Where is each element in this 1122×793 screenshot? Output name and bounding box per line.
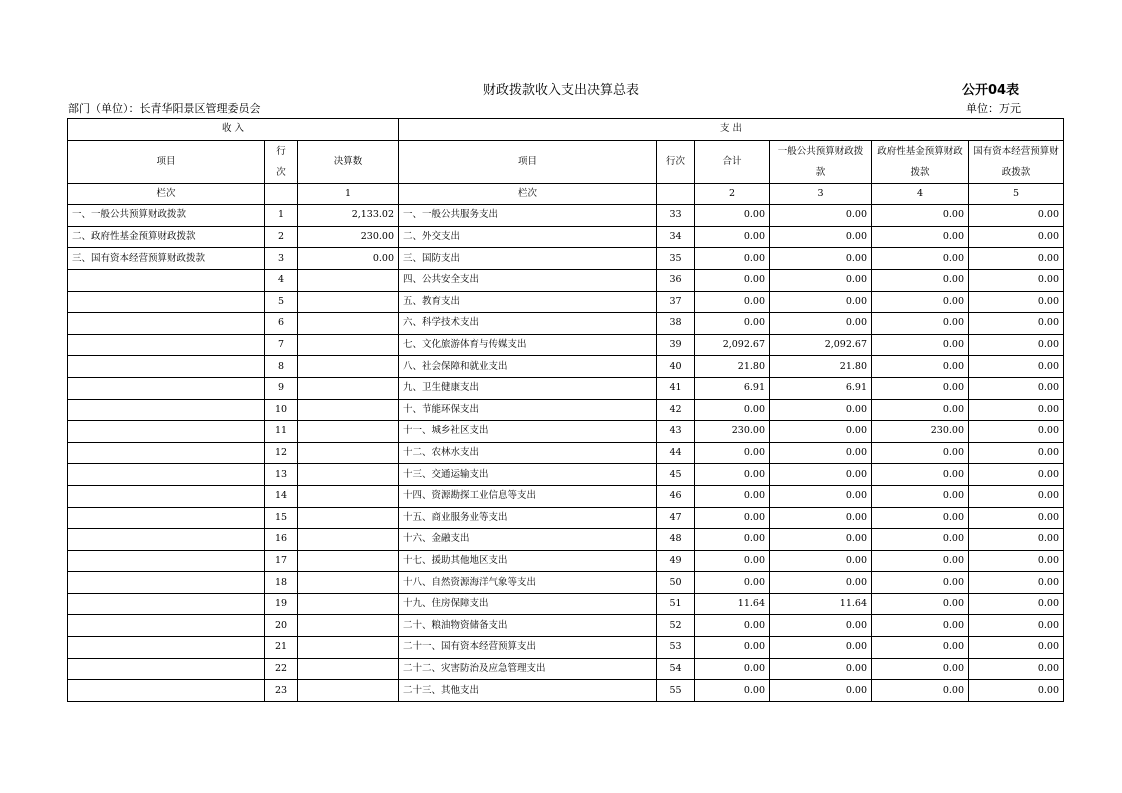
income-row-number: 16	[265, 529, 298, 551]
income-row-number: 17	[265, 550, 298, 572]
expense-row-number: 42	[657, 399, 695, 421]
fund-budget-amount: 0.00	[872, 550, 969, 572]
state-capital-amount: 0.00	[969, 421, 1064, 443]
income-amount	[298, 377, 399, 399]
income-row-number: 14	[265, 485, 298, 507]
state-capital-amount: 0.00	[969, 550, 1064, 572]
income-amount	[298, 442, 399, 464]
total-amount: 0.00	[695, 464, 770, 486]
total-amount: 0.00	[695, 507, 770, 529]
income-row-number: 9	[265, 377, 298, 399]
income-amount: 2,133.02	[298, 205, 399, 227]
expense-item: 十一、城乡社区支出	[399, 421, 657, 443]
fund-budget-amount: 0.00	[872, 356, 969, 378]
general-budget-amount: 0.00	[770, 291, 872, 313]
income-amount	[298, 356, 399, 378]
expense-item: 二十三、其他支出	[399, 680, 657, 702]
general-budget-amount: 0.00	[770, 248, 872, 270]
total-amount: 0.00	[695, 399, 770, 421]
income-amount	[298, 637, 399, 659]
expense-row-number: 38	[657, 313, 695, 335]
table-row	[68, 593, 1064, 615]
expense-item: 十五、商业服务业等支出	[399, 507, 657, 529]
general-budget-header: 一般公共预算财政拨款	[770, 140, 872, 183]
fund-budget-amount: 0.00	[872, 680, 969, 702]
income-lanci: 栏次	[68, 183, 265, 205]
index-general: 3	[770, 183, 872, 205]
table-row	[68, 226, 1064, 248]
expense-row-number: 52	[657, 615, 695, 637]
fiscal-summary-table	[67, 118, 1064, 702]
table-row	[68, 485, 1064, 507]
index-total: 2	[695, 183, 770, 205]
expense-row-number: 37	[657, 291, 695, 313]
expense-item: 二十二、灾害防治及应急管理支出	[399, 658, 657, 680]
income-row-number: 21	[265, 637, 298, 659]
table-row	[68, 248, 1064, 270]
income-item	[68, 507, 265, 529]
expense-row-number: 33	[657, 205, 695, 227]
income-row-number: 18	[265, 572, 298, 594]
income-item	[68, 485, 265, 507]
expense-item-header: 项目	[399, 140, 657, 183]
income-item	[68, 529, 265, 551]
total-amount: 0.00	[695, 550, 770, 572]
income-row-number: 1	[265, 205, 298, 227]
total-amount: 0.00	[695, 248, 770, 270]
fund-budget-header: 政府性基金预算财政拨款	[872, 140, 969, 183]
income-item	[68, 377, 265, 399]
expense-rowno-header: 行次	[657, 140, 695, 183]
expense-row-number: 47	[657, 507, 695, 529]
income-item	[68, 572, 265, 594]
expense-row-number: 34	[657, 226, 695, 248]
state-capital-amount: 0.00	[969, 356, 1064, 378]
income-row-number: 2	[265, 226, 298, 248]
total-amount: 0.00	[695, 637, 770, 659]
general-budget-amount: 0.00	[770, 205, 872, 227]
fund-budget-amount: 0.00	[872, 572, 969, 594]
income-row-number: 22	[265, 658, 298, 680]
total-amount: 21.80	[695, 356, 770, 378]
income-item	[68, 658, 265, 680]
income-item	[68, 313, 265, 335]
table-row	[68, 464, 1064, 486]
income-item: 一、一般公共预算财政拨款	[68, 205, 265, 227]
total-amount: 6.91	[695, 377, 770, 399]
expense-item: 八、社会保障和就业支出	[399, 356, 657, 378]
total-amount: 0.00	[695, 205, 770, 227]
fund-budget-amount: 0.00	[872, 377, 969, 399]
state-capital-amount: 0.00	[969, 529, 1064, 551]
fund-budget-amount: 0.00	[872, 248, 969, 270]
general-budget-amount: 0.00	[770, 507, 872, 529]
fund-budget-amount: 0.00	[872, 529, 969, 551]
income-amount	[298, 593, 399, 615]
index-state: 5	[969, 183, 1064, 205]
expense-item: 十四、资源勘探工业信息等支出	[399, 485, 657, 507]
fund-budget-amount: 0.00	[872, 313, 969, 335]
state-capital-amount: 0.00	[969, 226, 1064, 248]
page-title: 财政拨款收入支出决算总表	[482, 83, 639, 98]
general-budget-amount: 0.00	[770, 637, 872, 659]
income-group-header: 收 入	[68, 119, 399, 141]
general-budget-amount: 0.00	[770, 464, 872, 486]
expense-item: 二十一、国有资本经营预算支出	[399, 637, 657, 659]
table-row	[68, 680, 1064, 702]
total-amount: 0.00	[695, 269, 770, 291]
general-budget-amount: 2,092.67	[770, 334, 872, 356]
general-budget-amount: 0.00	[770, 421, 872, 443]
expense-row-number: 39	[657, 334, 695, 356]
income-amount	[298, 615, 399, 637]
income-amount	[298, 464, 399, 486]
income-item: 二、政府性基金预算财政拨款	[68, 226, 265, 248]
income-row-number: 6	[265, 313, 298, 335]
fund-budget-amount: 0.00	[872, 507, 969, 529]
total-amount: 0.00	[695, 485, 770, 507]
income-row-number: 10	[265, 399, 298, 421]
state-capital-amount: 0.00	[969, 248, 1064, 270]
state-capital-amount: 0.00	[969, 637, 1064, 659]
general-budget-amount: 0.00	[770, 485, 872, 507]
expense-item: 二十、粮油物资储备支出	[399, 615, 657, 637]
fund-budget-amount: 0.00	[872, 334, 969, 356]
income-amount	[298, 399, 399, 421]
income-row-number: 12	[265, 442, 298, 464]
expense-row-number: 35	[657, 248, 695, 270]
expense-item: 九、卫生健康支出	[399, 377, 657, 399]
expense-item: 一、一般公共服务支出	[399, 205, 657, 227]
income-item	[68, 593, 265, 615]
total-amount: 0.00	[695, 529, 770, 551]
income-amount	[298, 334, 399, 356]
general-budget-amount: 0.00	[770, 442, 872, 464]
fund-budget-amount: 0.00	[872, 464, 969, 486]
income-amount	[298, 269, 399, 291]
income-row-number: 4	[265, 269, 298, 291]
general-budget-amount: 0.00	[770, 313, 872, 335]
general-budget-amount: 0.00	[770, 269, 872, 291]
income-row-number: 15	[265, 507, 298, 529]
income-item	[68, 421, 265, 443]
state-capital-amount: 0.00	[969, 507, 1064, 529]
general-budget-amount: 0.00	[770, 529, 872, 551]
state-capital-amount: 0.00	[969, 399, 1064, 421]
index-final: 1	[298, 183, 399, 205]
income-amount	[298, 572, 399, 594]
income-row-number: 13	[265, 464, 298, 486]
income-row-number: 3	[265, 248, 298, 270]
income-item	[68, 680, 265, 702]
expense-group-header: 支 出	[399, 119, 1064, 141]
income-item	[68, 464, 265, 486]
expense-item: 十九、住房保障支出	[399, 593, 657, 615]
income-amount	[298, 550, 399, 572]
table-row	[68, 529, 1064, 551]
expense-row-number: 51	[657, 593, 695, 615]
income-item-header: 项目	[68, 140, 265, 183]
column-header-row	[68, 140, 1064, 183]
income-row-number: 20	[265, 615, 298, 637]
income-item: 三、国有资本经营预算财政拨款	[68, 248, 265, 270]
income-item	[68, 334, 265, 356]
income-item	[68, 615, 265, 637]
expense-row-number: 55	[657, 680, 695, 702]
table-row	[68, 377, 1064, 399]
income-amount: 0.00	[298, 248, 399, 270]
expense-row-number: 40	[657, 356, 695, 378]
fund-budget-amount: 230.00	[872, 421, 969, 443]
fund-budget-amount: 0.00	[872, 269, 969, 291]
total-amount: 0.00	[695, 658, 770, 680]
income-amount	[298, 421, 399, 443]
income-row-number: 19	[265, 593, 298, 615]
total-amount: 2,092.67	[695, 334, 770, 356]
fund-budget-amount: 0.00	[872, 615, 969, 637]
general-budget-amount: 0.00	[770, 658, 872, 680]
document-number: 公开04表	[962, 83, 1020, 98]
income-item	[68, 442, 265, 464]
expense-row-number: 41	[657, 377, 695, 399]
general-budget-amount: 0.00	[770, 572, 872, 594]
table-row	[68, 421, 1064, 443]
state-capital-amount: 0.00	[969, 334, 1064, 356]
table-row	[68, 572, 1064, 594]
state-capital-amount: 0.00	[969, 442, 1064, 464]
table-row	[68, 356, 1064, 378]
expense-row-number: 45	[657, 464, 695, 486]
income-row-number: 7	[265, 334, 298, 356]
expense-item: 十三、交通运输支出	[399, 464, 657, 486]
table-row	[68, 313, 1064, 335]
state-capital-amount: 0.00	[969, 615, 1064, 637]
income-amount	[298, 529, 399, 551]
table-row	[68, 205, 1064, 227]
income-amount	[298, 313, 399, 335]
income-row-number: 5	[265, 291, 298, 313]
total-amount: 11.64	[695, 593, 770, 615]
general-budget-amount: 0.00	[770, 680, 872, 702]
unit-label: 单位：万元	[966, 102, 1021, 115]
general-budget-amount: 6.91	[770, 377, 872, 399]
expense-lanci: 栏次	[399, 183, 657, 205]
department-label: 部门（单位）：长青华阳景区管理委员会	[68, 102, 261, 115]
expense-row-number: 49	[657, 550, 695, 572]
income-row-number: 8	[265, 356, 298, 378]
state-capital-amount: 0.00	[969, 269, 1064, 291]
table-row	[68, 507, 1064, 529]
state-capital-amount: 0.00	[969, 572, 1064, 594]
total-amount: 0.00	[695, 680, 770, 702]
state-capital-amount: 0.00	[969, 291, 1064, 313]
table-row	[68, 442, 1064, 464]
final-amount-header: 决算数	[298, 140, 399, 183]
income-amount	[298, 680, 399, 702]
table-row	[68, 658, 1064, 680]
income-item	[68, 291, 265, 313]
table-row	[68, 399, 1064, 421]
income-item	[68, 269, 265, 291]
expense-row-number: 43	[657, 421, 695, 443]
fund-budget-amount: 0.00	[872, 637, 969, 659]
total-amount: 0.00	[695, 226, 770, 248]
state-capital-amount: 0.00	[969, 313, 1064, 335]
income-amount: 230.00	[298, 226, 399, 248]
expense-item: 十六、金融支出	[399, 529, 657, 551]
fund-budget-amount: 0.00	[872, 593, 969, 615]
total-header: 合计	[695, 140, 770, 183]
fund-budget-amount: 0.00	[872, 291, 969, 313]
general-budget-amount: 0.00	[770, 226, 872, 248]
column-index-row	[68, 183, 1064, 205]
expense-item: 十二、农林水支出	[399, 442, 657, 464]
table-row	[68, 334, 1064, 356]
table-row	[68, 637, 1064, 659]
general-budget-amount: 11.64	[770, 593, 872, 615]
state-capital-header: 国有资本经营预算财政拨款	[969, 140, 1064, 183]
total-amount: 0.00	[695, 572, 770, 594]
expense-item: 十、节能环保支出	[399, 399, 657, 421]
expense-item: 五、教育支出	[399, 291, 657, 313]
general-budget-amount: 0.00	[770, 550, 872, 572]
expense-item: 十八、自然资源海洋气象等支出	[399, 572, 657, 594]
expense-row-number: 36	[657, 269, 695, 291]
expense-item: 二、外交支出	[399, 226, 657, 248]
total-amount: 0.00	[695, 615, 770, 637]
expense-row-number: 46	[657, 485, 695, 507]
fund-budget-amount: 0.00	[872, 442, 969, 464]
table-row	[68, 269, 1064, 291]
state-capital-amount: 0.00	[969, 464, 1064, 486]
table-row	[68, 550, 1064, 572]
expense-item: 三、国防支出	[399, 248, 657, 270]
expense-row-number: 50	[657, 572, 695, 594]
expense-row-number: 48	[657, 529, 695, 551]
general-budget-amount: 0.00	[770, 615, 872, 637]
total-amount: 230.00	[695, 421, 770, 443]
income-row-number: 23	[265, 680, 298, 702]
group-header-row	[68, 119, 1064, 141]
expense-row-number: 53	[657, 637, 695, 659]
total-amount: 0.00	[695, 291, 770, 313]
expense-item: 六、科学技术支出	[399, 313, 657, 335]
expense-item: 四、公共安全支出	[399, 269, 657, 291]
state-capital-amount: 0.00	[969, 485, 1064, 507]
fund-budget-amount: 0.00	[872, 399, 969, 421]
state-capital-amount: 0.00	[969, 593, 1064, 615]
state-capital-amount: 0.00	[969, 205, 1064, 227]
income-rowno-header: 行次	[265, 140, 298, 183]
fund-budget-amount: 0.00	[872, 205, 969, 227]
fund-budget-amount: 0.00	[872, 658, 969, 680]
state-capital-amount: 0.00	[969, 680, 1064, 702]
income-amount	[298, 485, 399, 507]
income-item	[68, 356, 265, 378]
general-budget-amount: 21.80	[770, 356, 872, 378]
income-amount	[298, 507, 399, 529]
index-fund: 4	[872, 183, 969, 205]
general-budget-amount: 0.00	[770, 399, 872, 421]
income-item	[68, 399, 265, 421]
total-amount: 0.00	[695, 442, 770, 464]
income-row-number: 11	[265, 421, 298, 443]
state-capital-amount: 0.00	[969, 377, 1064, 399]
expense-item: 十七、援助其他地区支出	[399, 550, 657, 572]
income-amount	[298, 658, 399, 680]
state-capital-amount: 0.00	[969, 658, 1064, 680]
income-item	[68, 550, 265, 572]
table-row	[68, 291, 1064, 313]
income-item	[68, 637, 265, 659]
expense-row-number: 44	[657, 442, 695, 464]
income-amount	[298, 291, 399, 313]
fund-budget-amount: 0.00	[872, 226, 969, 248]
table-row	[68, 615, 1064, 637]
expense-item: 七、文化旅游体育与传媒支出	[399, 334, 657, 356]
expense-row-number: 54	[657, 658, 695, 680]
total-amount: 0.00	[695, 313, 770, 335]
fund-budget-amount: 0.00	[872, 485, 969, 507]
